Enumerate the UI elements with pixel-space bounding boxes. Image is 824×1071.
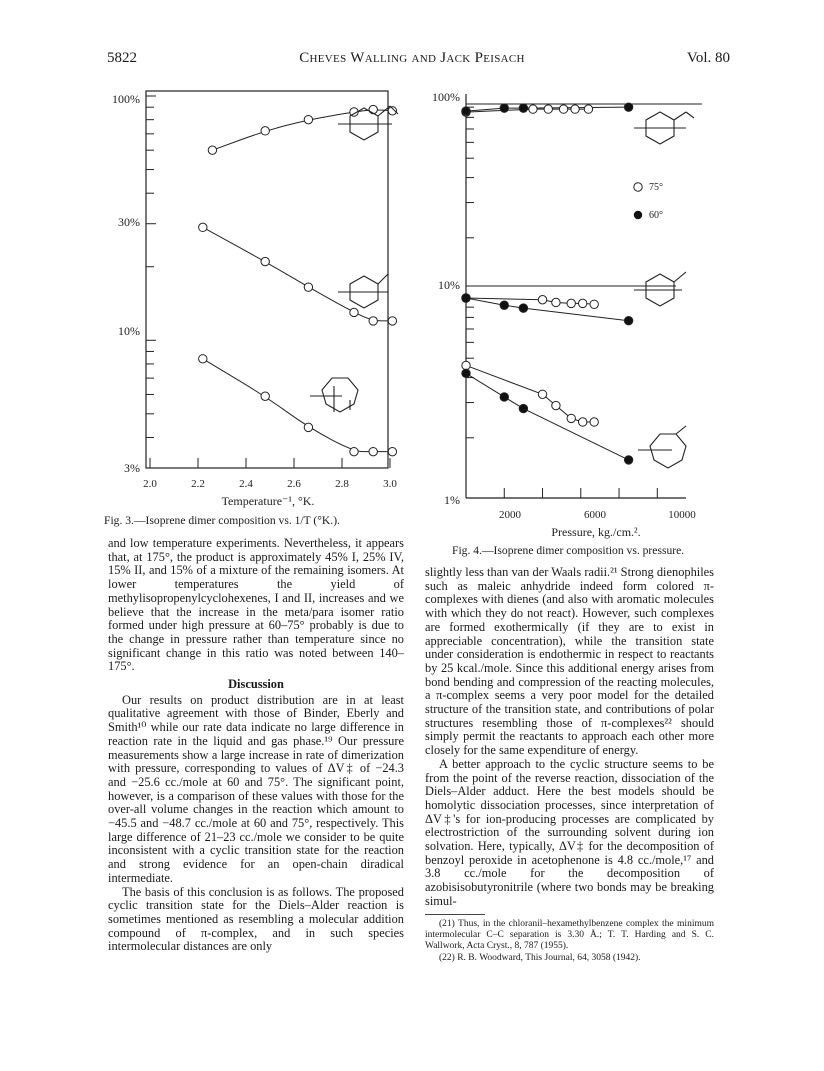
volume-label: Vol. 80 <box>686 50 730 66</box>
fig4-ytick-10: 10% <box>438 278 460 292</box>
fig3-frame <box>146 91 388 468</box>
fig3-structure-sketch-3 <box>310 378 358 412</box>
fig4-xtick-10000: 10000 <box>668 509 696 521</box>
fig4-series-2-point-1 <box>462 107 470 115</box>
fig4-series-2-point-4 <box>624 103 632 111</box>
right-paragraph-1: slightly less than van der Waals radii.²¹ Strong dienophiles such as maleic anhydride indeed form colored π-complexes with dienes (and also with aromatic molecules with which they do not react). However, such complexes are formed exothermically (if they are to exist in appreciable concentration), while the transition state under consideration is endothermic in respect to reactants by 25 kcal./mole. Since this additional energy arises from bond bending and compression of the reacting molecules, a π-complex seems a very poor model for the detailed structure of the transition state, and contributions of polar structures resembling those of π-complexes²² should simply permit the reactants to approach each other more closely for the same expenditure of energy. <box>425 565 714 758</box>
fig4-series-3-point-4 <box>567 299 575 307</box>
fig4-series-2-point-3 <box>519 104 527 112</box>
fig3-x-axis-label: Temperature⁻¹, °K. <box>221 494 315 508</box>
right-paragraph-2: A better approach to the cyclic structure seems to be from the point of the reverse reaction, dissociation of the Diels–Alder adduct. Here the best models should be homolytic dissociation processes, since interpretation of ΔV‡'s for ion-producing processes are complicated by electrostriction of the surrounding solvent during ion solvation. Here, typically, ΔV‡ for the decomposition of benzoyl peroxide in acetophenone is 4.8 cc./mole,¹⁷ and 3.8 cc./mole for the decomposition of azobisisobutyronitrile (where two bonds may be breaking simul- <box>425 756 714 908</box>
fig4-series-1-point-4 <box>559 105 567 113</box>
fig3-ytick-3: 3% <box>124 461 140 475</box>
left-paragraph-1: and low temperature experiments. Nevertheless, it appears that, at 175°, the product is approximately 45% I, 25% IV, 15% II, and 15% of a mixture of the remaining isomers. At lower temperatures the yield of methylisopropenylcyclohexenes, I and II, increases and we believe that the increase in the meta/para isomer ratio formed under high pressure at 60–75° probably is due to the change in pressure rather than temperature since no significant change in this ratio was noted between 140–175°. <box>108 536 404 674</box>
fig4-series-1-point-2 <box>529 105 537 113</box>
fig3-series-2-point-6 <box>388 317 396 325</box>
fig4-ytick-100: 100% <box>432 90 460 104</box>
fig4-series-1-point-3 <box>544 105 552 113</box>
figure-3-caption: Fig. 3.—Isoprene dimer composition vs. 1/T (°K.). <box>104 514 340 527</box>
fig3-ytick-10: 10% <box>118 324 140 338</box>
legend-filled-circle-marker <box>634 211 642 219</box>
fig4-series-4-point-4 <box>624 317 632 325</box>
fig4-structure-sketch-1 <box>634 112 694 144</box>
fig4-series-3-point-5 <box>578 299 586 307</box>
fig4-ytick-1: 1% <box>444 493 460 507</box>
fig4-data-points <box>462 103 633 464</box>
fig4-series-4-line <box>466 298 629 321</box>
fig3-series-3-point-2 <box>261 392 269 400</box>
page-number: 5822 <box>107 50 137 66</box>
fig3-xtick-2.2: 2.2 <box>191 478 205 490</box>
fig4-series-6-point-1 <box>462 369 470 377</box>
fig3-series-3-point-1 <box>199 355 207 363</box>
right-text-column <box>425 566 714 964</box>
fig3-xtick-2.0: 2.0 <box>143 478 157 490</box>
fig3-series-1-point-2 <box>261 127 269 135</box>
fig3-series-1-point-5 <box>369 105 377 113</box>
fig4-series-3-point-2 <box>538 296 546 304</box>
fig4-series-6-line <box>466 373 629 460</box>
fig4-series-6-point-4 <box>624 456 632 464</box>
figure-3-chart <box>98 86 418 510</box>
fig4-series-5-point-5 <box>578 418 586 426</box>
fig4-legend <box>634 182 663 221</box>
legend-entry-75: 75° <box>649 182 663 193</box>
left-paragraph-2: Our results on product distribution are in at least qualitative agreement with those of Binder, Eberly and Smith¹⁰ while our rate data indicate no large difference in reaction rate in the liquid and gas phase.¹⁹ Our pressure measurements show a large increase in rate of dimerization with pressure, corresponding to values of ΔV‡ of −24.3 and −25.6 cc./mole at 60 and 75°. The significant point, however, is a comparison of these values with those for the over-all volume changes in the reaction which amount to −45.5 and −48.7 cc./mole at 60 and 75°, respectively. This large difference of 21–23 cc./mole we consider to be quite inconsistent with a cyclic transition state for the reaction and strong evidence for an open-chain diradical intermediate. <box>108 692 404 885</box>
fig4-series-5-point-2 <box>538 390 546 398</box>
fig4-series-1-point-5 <box>571 105 579 113</box>
fig4-series-5-line <box>466 365 594 422</box>
left-text-column <box>108 537 404 954</box>
fig3-ytick-100: 100% <box>112 92 140 106</box>
fig3-series-3-point-5 <box>369 447 377 455</box>
fig3-series-3-point-6 <box>388 447 396 455</box>
fig3-series-2-line <box>203 227 393 321</box>
fig3-xtick-2.4: 2.4 <box>239 478 253 490</box>
running-head-authors: Cheves Walling and Jack Peisach <box>299 50 525 66</box>
fig3-series-3-line <box>203 359 393 452</box>
left-paragraph-3: The basis of this conclusion is as follows. The proposed cyclic transition state for the Diels–Alder reaction is sometimes mentioned as resembling a molecular addition compound of π-complex, and in such species intermolecular distances are only <box>108 884 404 954</box>
fig4-xtick-2000: 2000 <box>499 509 521 521</box>
fig3-series-2-point-4 <box>350 308 358 316</box>
fig3-series-2-point-3 <box>304 283 312 291</box>
fig3-structure-sketch-2 <box>338 274 388 308</box>
figure-4-caption: Fig. 4.—Isoprene dimer composition vs. pressure. <box>452 544 685 557</box>
legend-entry-60: 60° <box>649 210 663 221</box>
fig3-series-1-point-3 <box>304 115 312 123</box>
fig4-series-2-point-2 <box>500 104 508 112</box>
fig3-ytick-30: 30% <box>118 215 140 229</box>
fig4-series-5-point-3 <box>552 401 560 409</box>
fig3-series-2-point-1 <box>199 223 207 231</box>
legend-open-circle-marker <box>634 183 642 191</box>
fig3-xtick-3.0: 3.0 <box>383 478 397 490</box>
fig3-series-2-point-2 <box>261 257 269 265</box>
fig4-series-lines <box>466 107 629 460</box>
fig3-series-3-point-4 <box>350 447 358 455</box>
fig4-xtick-6000: 6000 <box>584 509 606 521</box>
fig4-series-4-point-2 <box>500 301 508 309</box>
fig3-xtick-2.8: 2.8 <box>335 478 349 490</box>
fig4-series-5-point-1 <box>462 361 470 369</box>
fig4-series-1-point-6 <box>584 105 592 113</box>
fig3-series-1-point-1 <box>208 146 216 154</box>
fig4-series-6-point-3 <box>519 404 527 412</box>
footnote-21: (21) Thus, in the chloranil–hexamethylbenzene complex the minimum intermolecular C–C separation is 3.30 Å.; T. T. Harding and S. C. Wallwork, Acta Cryst., 8, 787 (1955). <box>425 918 714 952</box>
fig3-series-3-point-3 <box>304 423 312 431</box>
fig4-x-axis-label: Pressure, kg./cm.². <box>551 525 641 539</box>
fig3-series-1-line <box>212 110 392 150</box>
fig4-series-5-point-6 <box>590 418 598 426</box>
fig4-series-6-point-2 <box>500 393 508 401</box>
fig3-series-lines <box>203 110 393 452</box>
fig3-xtick-2.6: 2.6 <box>287 478 301 490</box>
fig4-series-3-point-3 <box>552 298 560 306</box>
fig3-series-2-point-5 <box>369 317 377 325</box>
fig4-structure-sketch-3 <box>638 426 686 468</box>
fig4-series-3-point-6 <box>590 300 598 308</box>
fig4-structure-sketch-2 <box>634 272 686 306</box>
fig4-series-4-point-3 <box>519 304 527 312</box>
section-heading-discussion: Discussion <box>228 677 284 692</box>
figure-4-chart <box>424 86 714 548</box>
fig4-series-4-point-1 <box>462 294 470 302</box>
fig4-series-5-point-4 <box>567 414 575 422</box>
footnote-rule <box>425 914 485 915</box>
footnote-22: (22) R. B. Woodward, This Journal, 64, 3058 (1942). <box>439 952 641 963</box>
